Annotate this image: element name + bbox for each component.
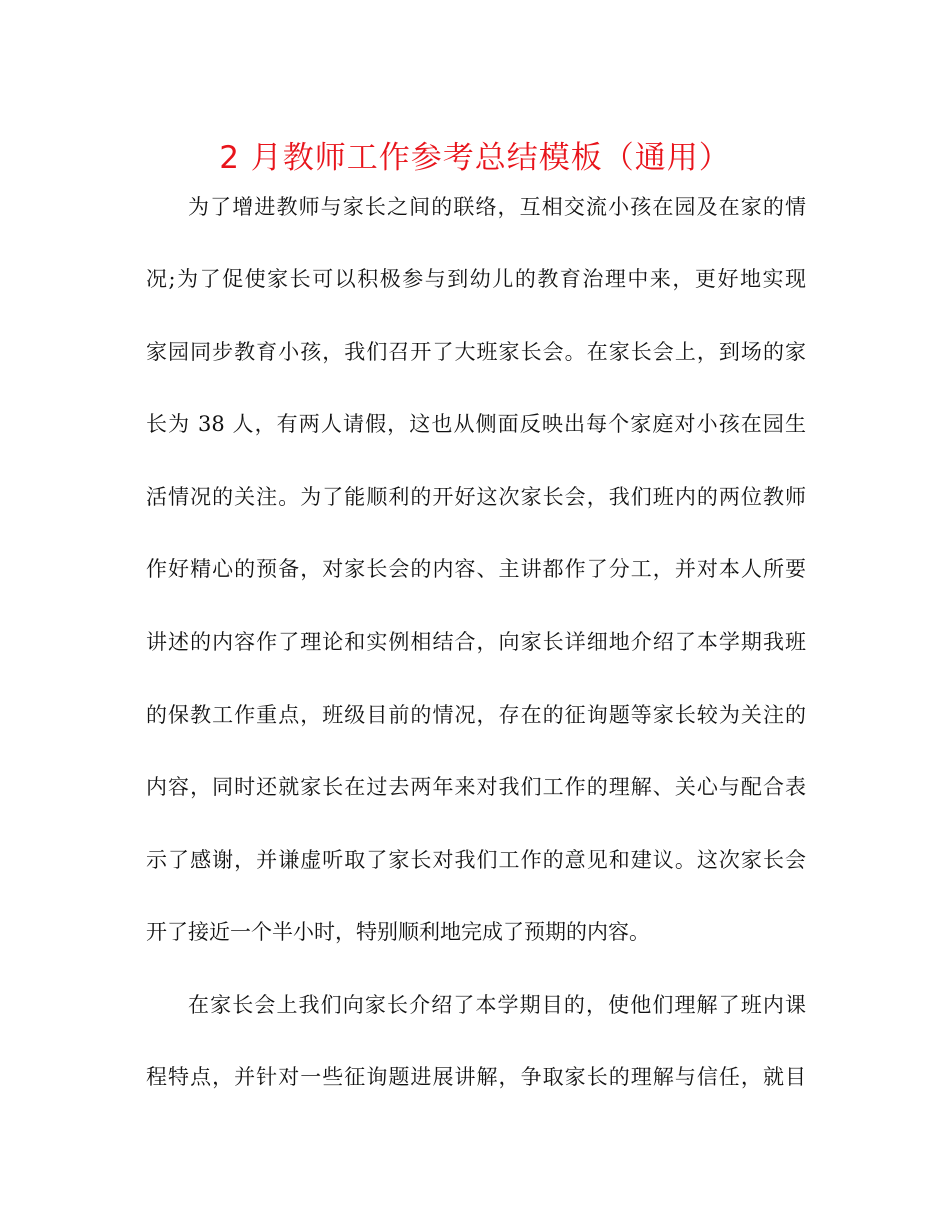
paragraph-line: 家园同步教育小孩，我们召开了大班家长会。在家长会上，到场的家 <box>146 340 806 364</box>
paragraph-line: 内容，同时还就家长在过去两年来对我们工作的理解、关心与配合表 <box>146 775 806 799</box>
paragraph-line: 的保教工作重点，班级目前的情况，存在的征询题等家长较为关注的 <box>146 703 806 727</box>
paragraph-line: 长为 38 人，有两人请假，这也从侧面反映出每个家庭对小孩在园生 <box>146 412 806 436</box>
paragraph-line: 况;为了促使家长可以积极参与到幼儿的教育治理中来，更好地实现 <box>146 267 806 291</box>
paragraph-line: 为了增进教师与家长之间的联络，互相交流小孩在园及在家的情 <box>188 195 806 219</box>
document-title: 2 月教师工作参考总结模板（通用） <box>219 140 731 176</box>
paragraph-line: 示了感谢，并谦虚听取了家长对我们工作的意见和建议。这次家长会 <box>146 848 806 872</box>
paragraph-line: 程特点，并针对一些征询题进展讲解，争取家长的理解与信任，就目 <box>146 1065 806 1089</box>
paragraph-line: 作好精心的预备，对家长会的内容、主讲都作了分工，并对本人所要 <box>146 557 806 581</box>
paragraph-line: 讲述的内容作了理论和实例相结合，向家长详细地介绍了本学期我班 <box>146 630 806 654</box>
paragraph-line: 开了接近一个半小时，特别顺利地完成了预期的内容。 <box>146 920 650 944</box>
paragraph-line: 在家长会上我们向家长介绍了本学期目的，使他们理解了班内课 <box>188 993 806 1017</box>
paragraph-line: 活情况的关注。为了能顺利的开好这次家长会，我们班内的两位教师 <box>146 485 806 509</box>
